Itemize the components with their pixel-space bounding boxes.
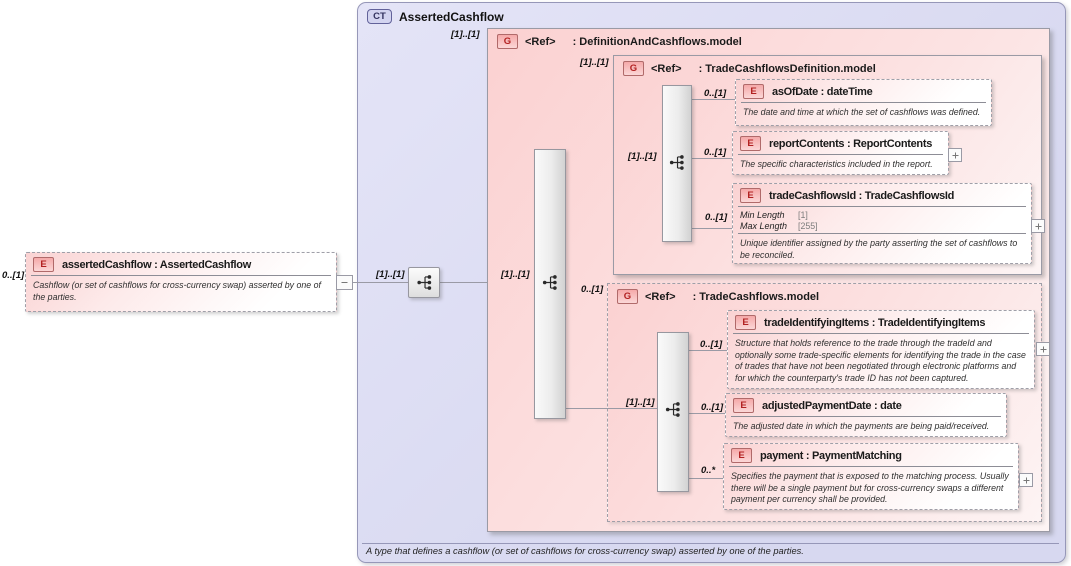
divider: [733, 333, 1029, 334]
facet-max-length: [740, 221, 1025, 232]
sequence-icon: [416, 274, 433, 291]
cardinality-label: [1]..[1]: [628, 151, 657, 162]
element-icon: E: [740, 188, 761, 203]
collapse-icon[interactable]: [336, 275, 353, 290]
divider: [738, 206, 1026, 207]
divider: [31, 275, 331, 276]
connector: [687, 413, 725, 414]
cardinality-label: [1]..[1]: [376, 269, 405, 280]
facet-label: Max Length: [740, 220, 788, 231]
connector: [690, 228, 732, 229]
element-as-of-date[interactable]: [735, 79, 992, 126]
facet-value: [255]: [798, 220, 818, 231]
group-ref-label: <Ref>: [645, 290, 676, 303]
expand-icon[interactable]: [1019, 473, 1033, 487]
element-annotation: Unique identifier assigned by the party asserting the set of cashflows to be reconciled.: [740, 238, 1018, 260]
facet-label: Min Length: [740, 210, 785, 220]
group-icon: G: [497, 34, 518, 49]
group-model-label: : DefinitionAndCashflows.model: [572, 35, 742, 48]
sequence-compositor[interactable]: [534, 149, 566, 419]
element-label: tradeCashflowsId : TradeCashflowsId: [769, 189, 955, 202]
element-label: reportContents : ReportContents: [769, 137, 933, 150]
element-trade-identifying-items[interactable]: [727, 310, 1035, 389]
element-icon: E: [735, 315, 756, 330]
sequence-icon: [669, 154, 686, 171]
element-icon: E: [740, 136, 761, 151]
divider: [729, 466, 1013, 467]
cardinality-label: 0..[1]: [701, 402, 724, 413]
expand-icon[interactable]: [1036, 342, 1050, 356]
facet-min-length: [740, 210, 1025, 221]
element-icon: E: [743, 84, 764, 99]
element-icon: E: [733, 398, 754, 413]
divider: [741, 102, 986, 103]
connector: [687, 350, 727, 351]
divider: [738, 233, 1026, 234]
connector: [690, 158, 732, 159]
cardinality-label: 0..[1]: [581, 284, 604, 295]
sequence-icon: [542, 274, 559, 291]
facet-value: [1]: [798, 210, 808, 220]
complex-type-title: AssertedCashflow: [399, 9, 504, 24]
connector: [564, 408, 657, 409]
group-icon: G: [623, 61, 644, 76]
facet-list: [733, 209, 1031, 232]
expand-icon[interactable]: [1031, 219, 1045, 233]
group-model-label: : TradeCashflows.model: [692, 290, 820, 303]
element-payment[interactable]: [723, 443, 1019, 510]
cardinality-label: 0..*: [701, 465, 716, 476]
cardinality-label: 0..[1]: [2, 270, 25, 281]
element-label: payment : PaymentMatching: [760, 449, 902, 462]
complex-type-header: [358, 3, 1065, 24]
divider: [731, 416, 1001, 417]
group-icon: G: [617, 289, 638, 304]
complex-type-icon: CT: [367, 9, 392, 24]
element-annotation: The date and time at which the set of cashflows was defined.: [743, 107, 981, 117]
element-label: asOfDate : dateTime: [772, 85, 873, 98]
connector: [357, 282, 408, 283]
cardinality-label: 0..[1]: [705, 212, 728, 223]
element-report-contents[interactable]: [732, 131, 949, 175]
sequence-compositor[interactable]: [408, 267, 440, 298]
connector: [687, 478, 723, 479]
group-header: [608, 284, 1041, 304]
element-label: tradeIdentifyingItems : TradeIdentifyingItems: [764, 316, 986, 329]
element-annotation: The specific characteristics included in the report.: [740, 159, 933, 169]
group-model-label: : TradeCashflowsDefinition.model: [698, 62, 876, 75]
cardinality-label: [1]..[1]: [451, 29, 480, 40]
sequence-compositor[interactable]: [657, 332, 689, 492]
element-adjusted-payment-date[interactable]: [725, 393, 1007, 437]
divider: [738, 154, 943, 155]
sequence-icon: [665, 401, 682, 418]
footer-divider: [362, 543, 1059, 544]
cardinality-label: [1]..[1]: [626, 397, 655, 408]
connector: [690, 99, 735, 100]
cardinality-label: 0..[1]: [700, 339, 723, 350]
cardinality-label: [1]..[1]: [501, 269, 530, 280]
cardinality-label: [1]..[1]: [580, 57, 609, 68]
group-ref-label: <Ref>: [651, 62, 682, 75]
expand-icon[interactable]: [948, 148, 962, 162]
cardinality-label: 0..[1]: [704, 88, 727, 99]
element-icon: E: [731, 448, 752, 463]
element-annotation: The adjusted date in which the payments are being paid/received.: [733, 421, 990, 431]
element-label: assertedCashflow : AssertedCashflow: [62, 258, 251, 271]
cardinality-label: 0..[1]: [704, 147, 727, 158]
sequence-compositor[interactable]: [662, 85, 692, 242]
element-annotation: Cashflow (or set of cashflows for cross-currency swap) asserted by one of the parties.: [33, 280, 321, 302]
element-annotation: Structure that holds reference to the trade through the tradeId and optionally some trade-specific elements for identifying the trade in the case of trades that have not been negotiated through electronic platforms and for which the counterparty's trade ID has not been captured.: [735, 338, 1026, 383]
element-label: adjustedPaymentDate : date: [762, 399, 902, 412]
group-header: [488, 29, 1049, 49]
group-header: [614, 56, 1041, 76]
element-trade-cashflows-id[interactable]: [732, 183, 1032, 264]
element-asserted-cashflow[interactable]: [25, 252, 337, 312]
element-icon: E: [33, 257, 54, 272]
element-annotation: Specifies the payment that is exposed to the matching process. Usually there will be a single payment but for cross-currency swaps a different payment per currency shall be provided.: [731, 471, 1009, 504]
complex-type-annotation: A type that defines a cashflow (or set of cashflows for cross-currency swap) asserted by one of the parties.: [366, 546, 804, 556]
group-ref-label: <Ref>: [525, 35, 556, 48]
